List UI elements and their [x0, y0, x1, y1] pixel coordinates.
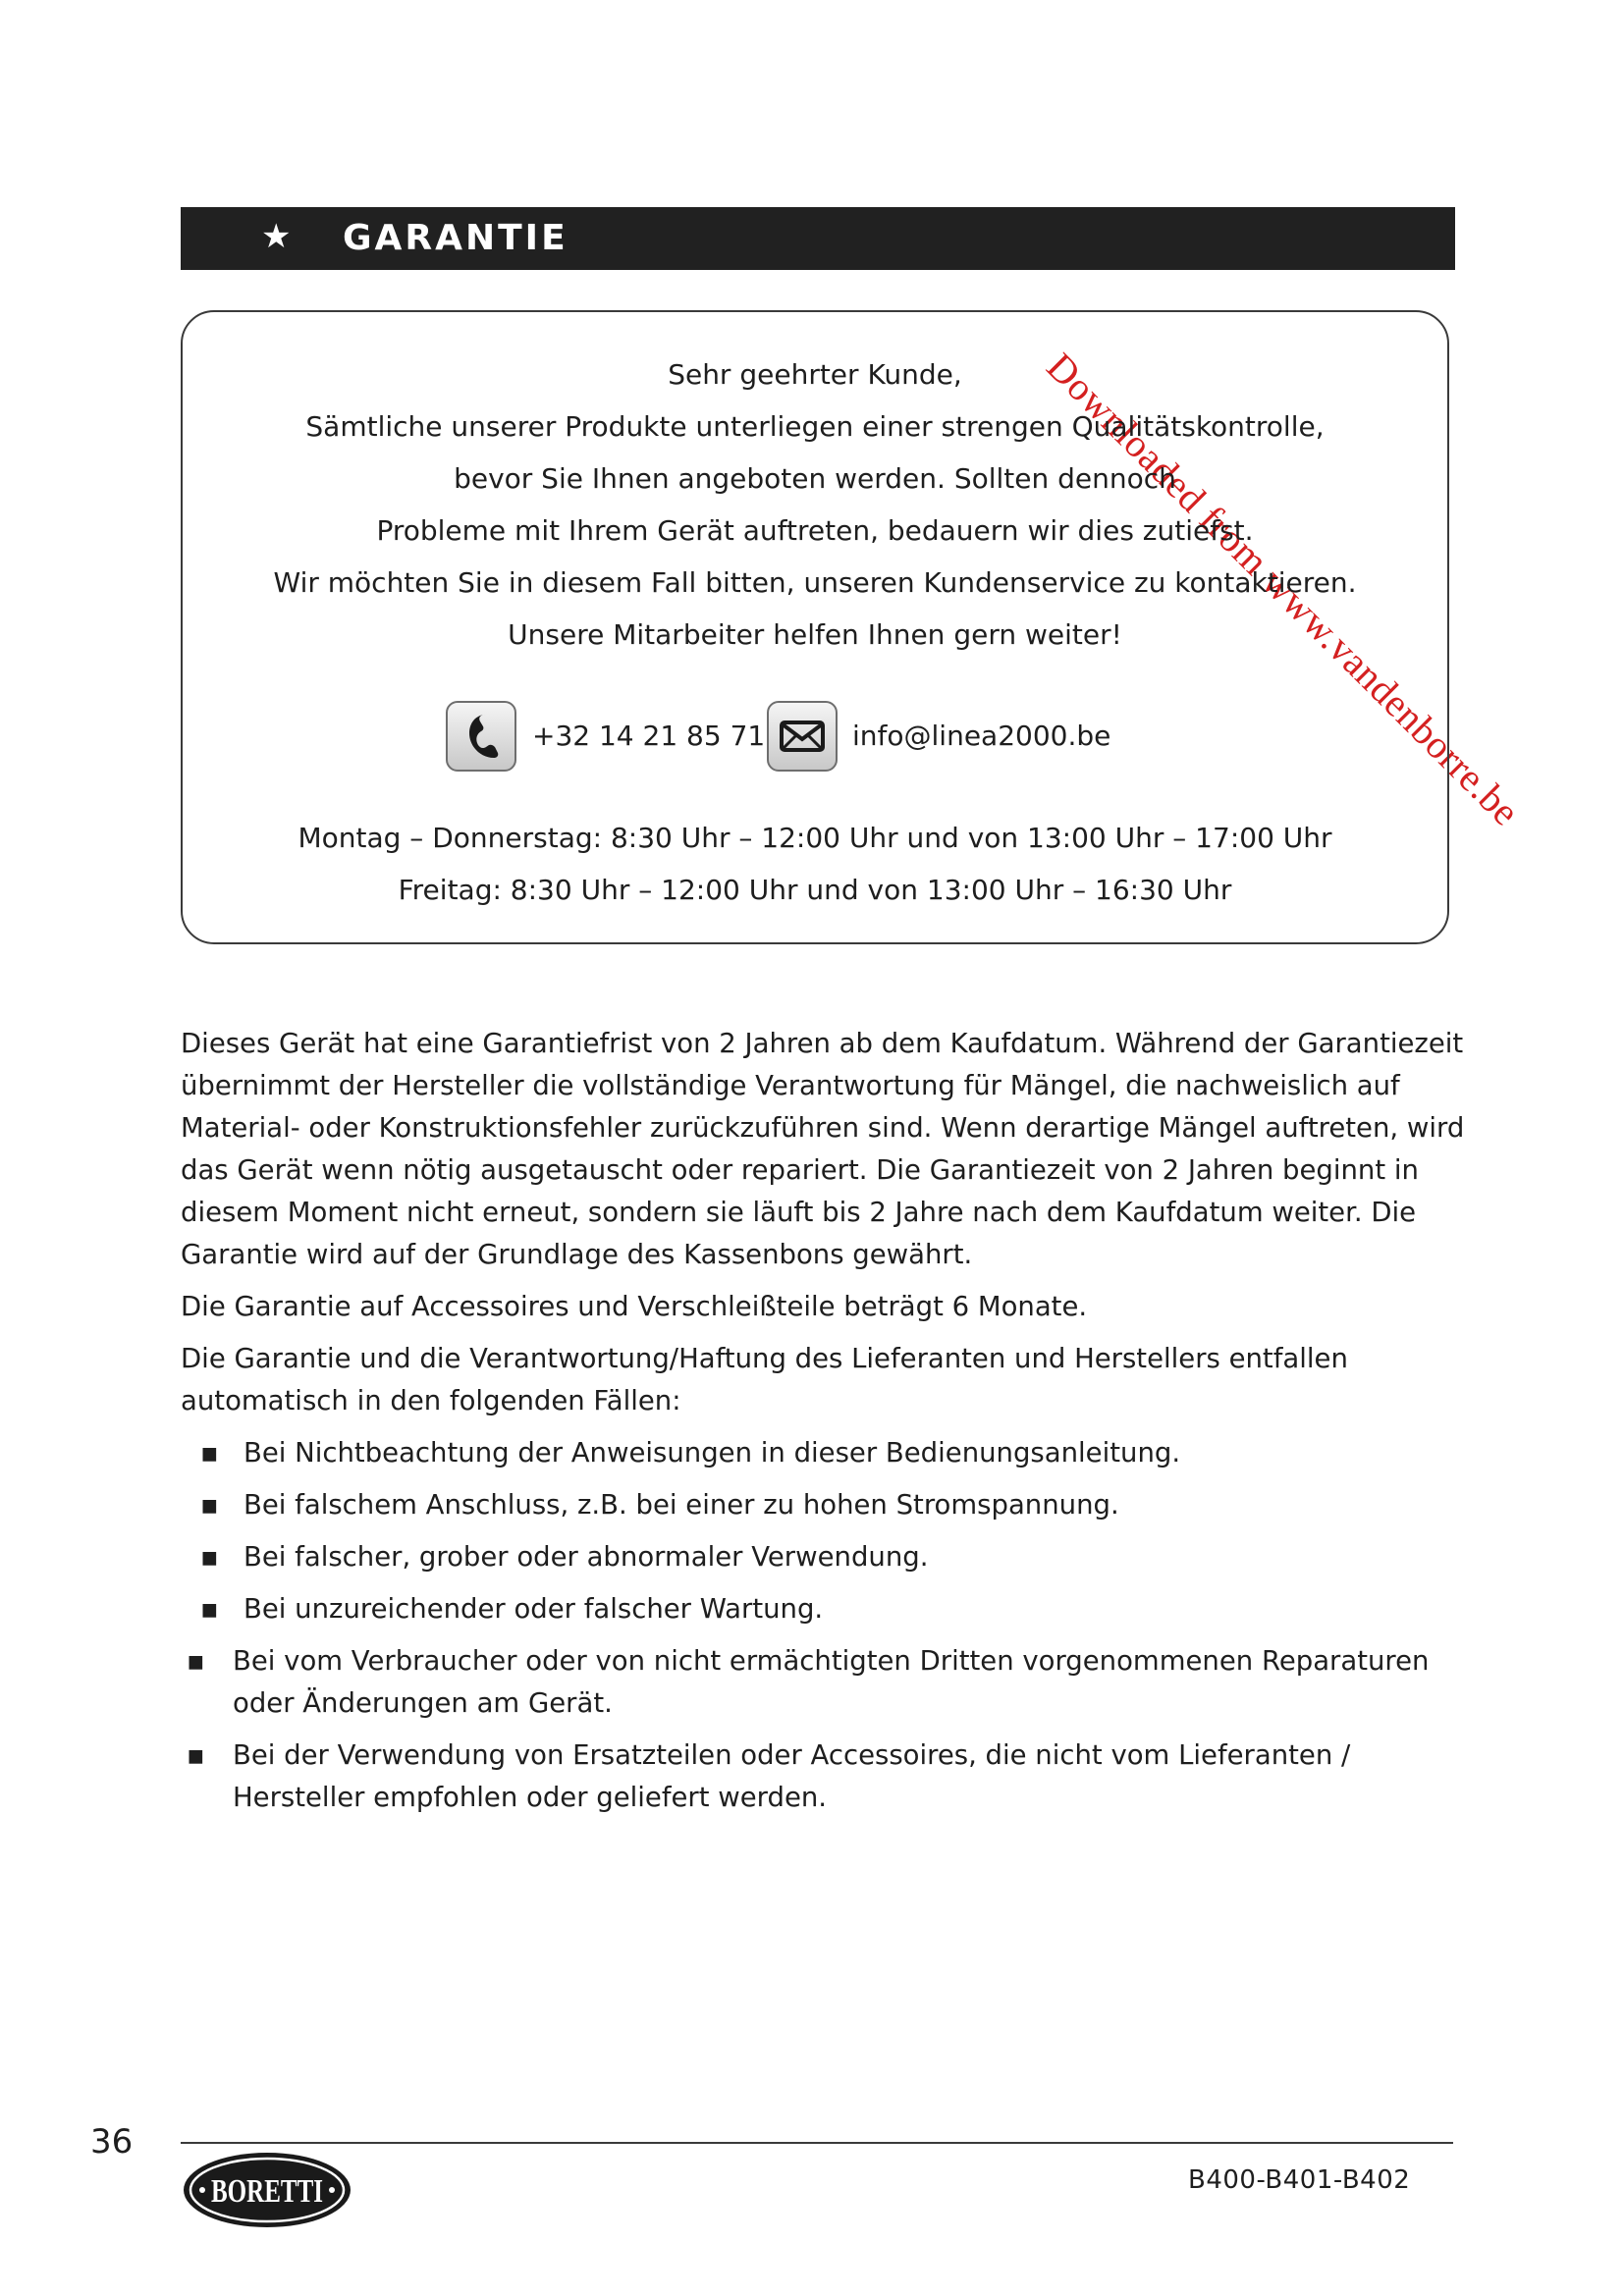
section-header — [181, 207, 1455, 270]
bullet-icon: ▪ — [200, 1437, 219, 1468]
list-item — [181, 1735, 1477, 1819]
paragraph: Dieses Gerät hat eine Garantiefrist von 2 Jahren ab dem Kaufdatum. Während der Garantiezeit übernimmt der Hersteller die vollständige Verantwortung für Mängel, die nachweislich auf Material- oder Konstruktionsfehler zurückzuführen sind. Wenn derartige Mängel auftreten, wird das Gerät wenn nötig ausgetauscht oder repariert. Die Garantiezeit von 2 Jahren beginnt in diesem Moment nicht erneut, sondern sie läuft bis 2 Jahre nach dem Kaufdatum weiter. Die Garantie wird auf der Grundlage des Kassenbons gewährt. — [181, 1028, 1465, 1270]
exclusion-list — [181, 1432, 1477, 1819]
intro-line: Sehr geehrter Kunde, — [668, 358, 962, 391]
phone-icon — [446, 701, 516, 772]
phone-number[interactable]: +32 14 21 85 71 — [532, 720, 766, 752]
section-title: GARANTIE — [343, 218, 568, 258]
bullet-icon: ▪ — [200, 1541, 219, 1573]
intro-text — [183, 348, 1447, 661]
bullet-icon: ▪ — [200, 1489, 219, 1521]
customer-service-box — [181, 310, 1449, 944]
star-icon: ★ — [261, 217, 292, 256]
watermark: Downloaded from www.vandenborre.be — [1038, 344, 1529, 834]
warranty-text — [181, 1023, 1477, 1829]
hours-line: Freitag: 8:30 Uhr – 12:00 Uhr und von 13:00 Uhr – 16:30 Uhr — [398, 874, 1232, 906]
envelope-icon — [767, 701, 838, 772]
boretti-logo — [181, 2148, 353, 2236]
list-item — [181, 1588, 1477, 1630]
list-item — [181, 1640, 1477, 1725]
footer-divider — [181, 2142, 1453, 2144]
email-address[interactable]: info@linea2000.be — [852, 720, 1111, 752]
list-item — [181, 1536, 1477, 1578]
model-number: B400-B401-B402 — [1188, 2165, 1411, 2195]
logo-text: BORETTI — [211, 2173, 323, 2210]
bullet-icon: ▪ — [187, 1739, 205, 1771]
hours-line: Montag – Donnerstag: 8:30 Uhr – 12:00 Uhr und von 13:00 Uhr – 17:00 Uhr — [298, 822, 1332, 854]
list-item-text: Bei der Verwendung von Ersatzteilen oder Accessoires, die nicht vom Lieferanten / Hersteller empfohlen oder geliefert werden. — [233, 1739, 1351, 1813]
list-item — [181, 1484, 1477, 1526]
paragraph: Die Garantie auf Accessoires und Verschleißteile beträgt 6 Monate. — [181, 1291, 1088, 1322]
list-item-text: Bei unzureichender oder falscher Wartung. — [244, 1593, 824, 1625]
intro-line: bevor Sie Ihnen angeboten werden. Sollten dennoch — [454, 462, 1176, 495]
list-item-text: Bei falschem Anschluss, z.B. bei einer zu hohen Stromspannung. — [244, 1489, 1119, 1521]
list-item-text: Bei Nichtbeachtung der Anweisungen in dieser Bedienungsanleitung. — [244, 1437, 1181, 1468]
list-item-text: Bei falscher, grober oder abnormaler Verwendung. — [244, 1541, 929, 1573]
paragraph: Die Garantie und die Verantwortung/Haftung des Lieferanten und Herstellers entfallen automatisch in den folgenden Fällen: — [181, 1343, 1348, 1416]
intro-line: Sämtliche unserer Produkte unterliegen einer strengen Qualitätskontrolle, — [305, 410, 1325, 443]
intro-line: Wir möchten Sie in diesem Fall bitten, unseren Kundenservice zu kontaktieren. — [273, 566, 1357, 599]
list-item — [181, 1432, 1477, 1474]
bullet-icon: ▪ — [200, 1593, 219, 1625]
intro-line: Probleme mit Ihrem Gerät auftreten, bedauern wir dies zutiefst. — [376, 514, 1254, 547]
opening-hours — [183, 812, 1447, 916]
page-number: 36 — [90, 2122, 134, 2162]
bullet-icon: ▪ — [187, 1645, 205, 1677]
list-item-text: Bei vom Verbraucher oder von nicht ermächtigten Dritten vorgenommenen Reparaturen oder Änderungen am Gerät. — [233, 1645, 1430, 1719]
intro-line: Unsere Mitarbeiter helfen Ihnen gern weiter! — [508, 618, 1122, 651]
